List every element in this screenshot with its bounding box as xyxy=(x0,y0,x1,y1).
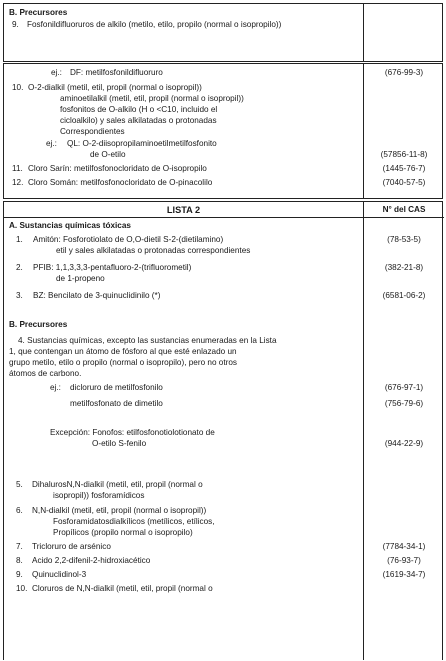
exception-text: O-etilo S-fenilo xyxy=(92,439,147,448)
example-label: ej.: xyxy=(51,68,62,77)
section-heading: B. Precursores xyxy=(9,320,68,329)
item-number: 11. xyxy=(12,164,23,173)
example-label: ej.: xyxy=(50,383,61,392)
cas-number: (382-21-8) xyxy=(384,263,424,272)
item-text-line: aminoetilalkil (metil, etil, propil (normal o isopropil)) xyxy=(60,94,244,103)
example-label: ej.: xyxy=(46,139,57,148)
item-text: Cloro Sarín: metilfosfonocloridato de O-isopropilo xyxy=(28,164,207,173)
item-text-line: PFIB: 1,1,3,3,3-pentafluoro-2-(trifluorometil) xyxy=(33,263,192,272)
item-number: 10. xyxy=(16,584,28,593)
item-text-line: etil y sales alkilatadas o protonadas correspondientes xyxy=(56,246,251,255)
cas-number: (1445-76-7) xyxy=(382,164,426,173)
item-number: 9. xyxy=(12,20,19,29)
cas-number: (676-97-1) xyxy=(384,383,424,392)
item-number: 5. xyxy=(16,480,23,489)
item-number: 7. xyxy=(16,542,23,551)
example-text: dicloruro de metilfosfonilo xyxy=(70,383,163,392)
item-number: 8. xyxy=(16,556,23,565)
cas-number: (1619-34-7) xyxy=(382,570,426,579)
cas-number: (78-53-5) xyxy=(387,235,421,244)
item-text: BZ: Bencilato de 3-quinuclidinilo (*) xyxy=(33,291,161,300)
item-number: 3. xyxy=(16,291,23,300)
item-text-line: isopropil)) fosforamídicos xyxy=(53,491,145,500)
cas-number: (57856-11-8) xyxy=(380,150,428,159)
item-text-line: de 1-propeno xyxy=(56,274,105,283)
item-text-line: Fosforamidatosdialkílicos (metílicos, etílicos, xyxy=(53,517,215,526)
precursores-items-box xyxy=(3,63,443,199)
section-heading: A. Sustancias químicas tóxicas xyxy=(9,221,131,230)
item-text-line: Propílicos (propilo normal o isopropilo) xyxy=(53,528,193,537)
item-number: 10. xyxy=(12,83,24,92)
item-text-line: cicloalkilo) y sales alkilatadas o protonadas xyxy=(60,116,217,125)
cas-number: (76-93-7) xyxy=(387,556,421,565)
item-text: Acido 2,2-difenil-2-hidroxiacético xyxy=(32,556,151,565)
item-text: Tricloruro de arsénico xyxy=(32,542,111,551)
item-text-line: Amitón: Fosforotiolato de O,O-dietil S-2-(dietilamino) xyxy=(33,235,224,244)
item-text: Quinuclidinol-3 xyxy=(32,570,87,579)
item-text-line: fosfonitos de O-alkilo (H o <C10, incluido el xyxy=(60,105,218,114)
item-text: Fosfonildifluoruros de alkilo (metilo, etilo, propilo (normal o isopropilo)) xyxy=(27,20,282,29)
item-number: 1. xyxy=(16,235,23,244)
item-text-line: O-2-dialkil (metil, etil, propil (normal o isopropil)) xyxy=(28,83,202,92)
exception-text: Excepción: Fonofos: etilfosfonotiolotionato de xyxy=(50,428,215,437)
cas-column-header: N° del CAS xyxy=(382,205,426,214)
item-text-line: DihalurosN,N-dialkil (metil, etil, propil (normal o xyxy=(32,480,203,489)
item-number: 6. xyxy=(16,506,23,515)
cas-number: (944-22-9) xyxy=(384,439,424,448)
item-text: Cloro Somán: metilfosfonocloridato de O-pinacolilo xyxy=(28,178,213,187)
example-text: de O-etilo xyxy=(90,150,126,159)
paragraph-line: 1, que contengan un átomo de fósforo al que esté enlazado un xyxy=(9,347,237,356)
header-divider xyxy=(4,217,444,218)
cas-number: (7784-34-1) xyxy=(382,542,426,551)
paragraph-line: 4. Sustancias químicas, excepto las sustancias enumeradas en la Lista xyxy=(18,336,277,345)
lista-2-table xyxy=(3,201,443,660)
item-text: Cloruros de N,N-dialkil (metil, etil, propil (normal o xyxy=(32,584,213,593)
item-number: 9. xyxy=(16,570,23,579)
cas-number: (6581-06-2) xyxy=(382,291,426,300)
list-title: LISTA 2 xyxy=(166,205,201,215)
section-heading: B. Precursores xyxy=(9,8,68,17)
paragraph-line: grupo metilo, etilo o propilo (normal o isopropilo), pero no otros xyxy=(9,358,238,367)
column-divider xyxy=(363,4,364,61)
item-number: 12. xyxy=(12,178,24,187)
example-text: QL: O-2-diisopropilaminoetilmetilfosfonito xyxy=(67,139,217,148)
precursores-continuation-box xyxy=(3,3,443,62)
cas-number: (756-79-6) xyxy=(384,399,424,408)
item-number: 2. xyxy=(16,263,23,272)
example-text: metilfosfonato de dimetilo xyxy=(70,399,163,408)
example-text: DF: metilfosfonildifluoruro xyxy=(70,68,163,77)
cas-number: (676-99-3) xyxy=(384,68,424,77)
paragraph-line: átomos de carbono. xyxy=(9,369,82,378)
item-text-line: N,N-dialkil (metil, etil, propil (normal o isopropil)) xyxy=(32,506,207,515)
cas-number: (7040-57-5) xyxy=(382,178,426,187)
item-text-line: Correspondientes xyxy=(60,127,125,136)
